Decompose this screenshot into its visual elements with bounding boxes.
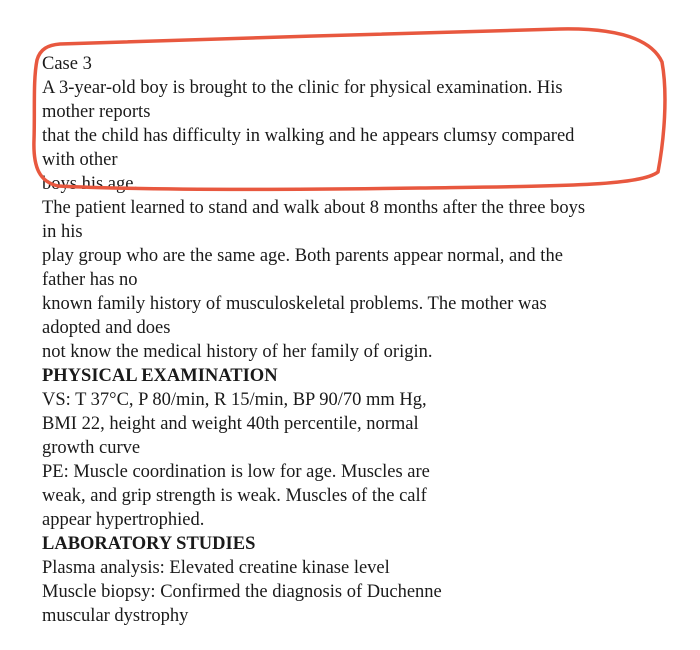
history-line: adopted and does xyxy=(42,318,171,338)
history-line: in his xyxy=(42,222,83,242)
physical-exam-line: PE: Muscle coordination is low for age. Muscles are xyxy=(42,462,430,482)
physical-exam-line: appear hypertrophied. xyxy=(42,510,205,530)
physical-exam-line: BMI 22, height and weight 40th percentile, normal xyxy=(42,414,419,434)
history-line: known family history of musculoskeletal problems. The mother was xyxy=(42,294,547,314)
intro-line: mother reports xyxy=(42,102,151,122)
history-line: The patient learned to stand and walk about 8 months after the three boys xyxy=(42,198,586,218)
lab-studies-line: Muscle biopsy: Confirmed the diagnosis of Duchenne xyxy=(42,582,442,602)
physical-exam-line: VS: T 37°C, P 80/min, R 15/min, BP 90/70 mm Hg, xyxy=(42,390,427,410)
lab-studies-line: Plasma analysis: Elevated creatine kinase level xyxy=(42,558,390,578)
case-label: Case 3 xyxy=(42,54,92,74)
intro-line: boys his age. xyxy=(42,174,139,194)
lab-studies-line: muscular dystrophy xyxy=(42,606,189,626)
physical-exam-line: growth curve xyxy=(42,438,141,458)
intro-line: with other xyxy=(42,150,118,170)
intro-line: that the child has difficulty in walking and he appears clumsy compared xyxy=(42,126,575,146)
physical-exam-heading: PHYSICAL EXAMINATION xyxy=(42,366,278,386)
lab-studies-heading: LABORATORY STUDIES xyxy=(42,534,256,554)
history-line: father has no xyxy=(42,270,138,290)
physical-exam-line: weak, and grip strength is weak. Muscles of the calf xyxy=(42,486,427,506)
history-line: not know the medical history of her family of origin. xyxy=(42,342,433,362)
case-text xyxy=(42,52,682,628)
history-line: play group who are the same age. Both parents appear normal, and the xyxy=(42,246,563,266)
intro-line: A 3-year-old boy is brought to the clinic for physical examination. His xyxy=(42,78,563,98)
